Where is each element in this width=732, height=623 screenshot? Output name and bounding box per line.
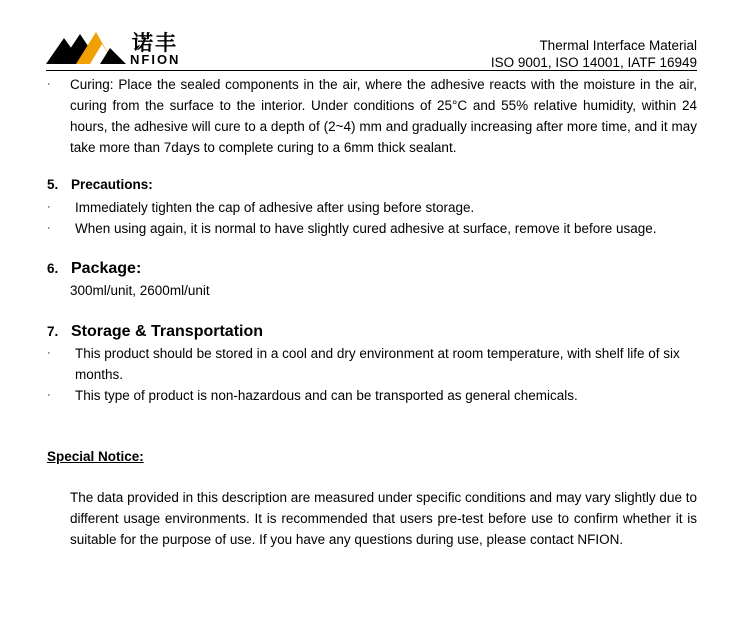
bullet-mark: · <box>47 201 51 213</box>
section-title: Precautions: <box>71 177 153 192</box>
header-info <box>491 37 697 71</box>
section-title: Storage & Transportation <box>71 323 264 340</box>
list-item-text: Immediately tighten the cap of adhesive after using before storage. <box>75 200 475 215</box>
header-divider <box>46 70 697 71</box>
company-logo <box>44 28 184 68</box>
section-title: Package: <box>71 260 142 277</box>
document-type: Thermal Interface Material <box>539 38 697 53</box>
list-item-text: This product should be stored in a cool and dry environment at room temperature, with shelf life of six months. <box>75 346 680 382</box>
special-notice-text: The data provided in this description are measured under specific conditions and may vary slightly due to different usage environments. It is recommended that users pre-test before use to confirm whether it is suitable for the purpose of use. If you have any questions during use, please contact NFION. <box>70 490 697 547</box>
section-number: 6. <box>47 261 59 276</box>
section-number: 5. <box>47 177 59 192</box>
bullet-mark: · <box>47 389 51 401</box>
logo-chinese-name: 诺丰 <box>132 31 178 55</box>
section-storage-heading <box>47 323 263 341</box>
section-package-heading <box>47 260 141 278</box>
page-header <box>0 0 732 72</box>
list-item-text: When using again, it is normal to have slightly cured adhesive at surface, remove it before usage. <box>75 221 657 236</box>
bullet-mark: · <box>47 347 51 359</box>
section-precautions-heading <box>47 177 153 192</box>
curing-text: Curing: Place the sealed components in the air, where the adhesive reacts with the moisture in the air, curing from the surface to the interior. Under conditions of 25°C and 55% relative humidity, within 24 hours, the adhesive will cure to a depth of (2~4) mm and gradually increasing after more time, and it may take more than 7days to complete curing to a 6mm thick sealant. <box>70 77 697 155</box>
bullet-mark: · <box>47 78 51 90</box>
special-notice-title: Special Notice: <box>47 449 144 464</box>
section-number: 7. <box>47 324 59 339</box>
package-text: 300ml/unit, 2600ml/unit <box>70 283 210 298</box>
list-item-text: This type of product is non-hazardous and can be transported as general chemicals. <box>75 388 578 403</box>
bullet-mark: · <box>47 222 51 234</box>
logo-english-name: NFION <box>130 52 181 67</box>
mountain-logo-icon <box>44 30 128 66</box>
certifications: ISO 9001, ISO 14001, IATF 16949 <box>490 55 697 70</box>
